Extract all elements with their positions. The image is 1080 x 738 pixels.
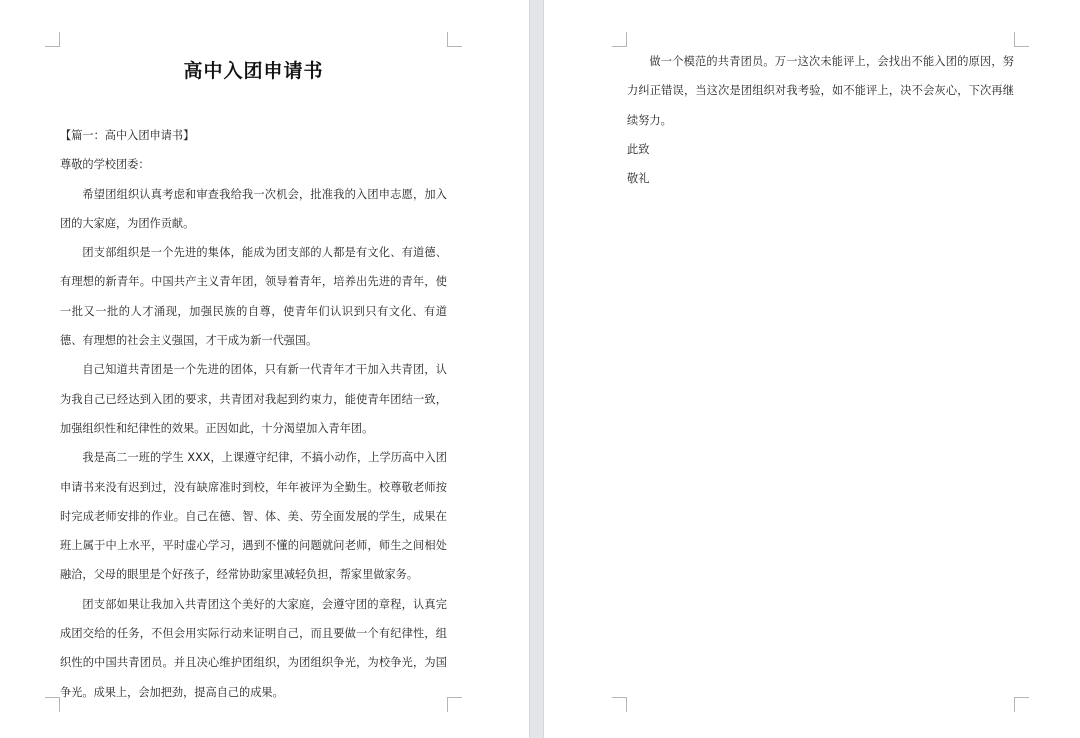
body-paragraph: 希望团组织认真考虑和审查我给我一次机会，批准我的入团申志愿，加入团的大家庭，为团作贡献。 xyxy=(60,187,447,230)
margin-corner-mark xyxy=(45,697,60,712)
closing-line: 此致 xyxy=(627,142,650,156)
document-body[interactable] xyxy=(60,121,447,707)
margin-corner-mark xyxy=(612,32,627,47)
document-page-left xyxy=(0,0,529,738)
section-heading: 【篇一：高中入团申请书】 xyxy=(60,129,195,142)
body-paragraph: 我是高二一班的学生 XXX，上课遵守纪律，不搞小动作，上学历高中入团申请书来没有迟到过，没有缺席准时到校，年年被评为全勤生。校尊敬老师按时完成老师安排的作业。自己在德、智、体、美、劳全面发展的学生，成果在班上属于中上水平，平时虚心学习，遇到不懂的问题就问老师，师生之间相处融洽，父母的眼里是个好孩子，经常协助家里减轻负担，帮家里做家务。 xyxy=(60,451,447,582)
page-gap xyxy=(529,0,544,738)
body-paragraph: 团支部如果让我加入共青团这个美好的大家庭，会遵守团的章程，认真完成团交给的任务，不但会用实际行动来证明自己，而且要做一个有纪律性，组织性的中国共青团员。并且决心维护团组织，为团组织争光，为校争光，为国争光。成果上，会加把劲，提高自己的成果。 xyxy=(60,597,447,699)
margin-corner-mark xyxy=(612,697,627,712)
salutation: 尊敬的学校团委： xyxy=(60,158,150,172)
margin-corner-mark xyxy=(447,32,462,47)
document-body-continued[interactable] xyxy=(627,47,1014,193)
body-paragraph: 自己知道共青团是一个先进的团体，只有新一代青年才干加入共青团，认为我自己已经达到入团的要求，共青团对我起到约束力，能使青年团结一致，加强组织性和纪律性的效果。正因如此，十分渴望加入青年团。 xyxy=(60,363,447,435)
margin-corner-mark xyxy=(1014,697,1029,712)
margin-corner-mark xyxy=(447,697,462,712)
margin-corner-mark xyxy=(1014,32,1029,47)
margin-corner-mark xyxy=(45,32,60,47)
body-paragraph: 团支部组织是一个先进的集体，能成为团支部的人都是有文化、有道德、有理想的新青年。中国共产主义青年团，领导着青年，培养出先进的青年，使一批又一批的人才涌现，加强民族的自尊，使青年们认识到只有文化、有道德、有理想的社会主义强国，才干成为新一代强国。 xyxy=(60,246,447,348)
document-title: 高中入团申请书 xyxy=(183,60,324,82)
body-paragraph: 做一个模范的共青团员。万一这次未能评上，会找出不能入团的原因，努力纠正错误，当这次是团组织对我考验，如不能评上，决不会灰心，下次再继续努力。 xyxy=(627,55,1014,127)
closing-line: 敬礼 xyxy=(627,172,650,186)
